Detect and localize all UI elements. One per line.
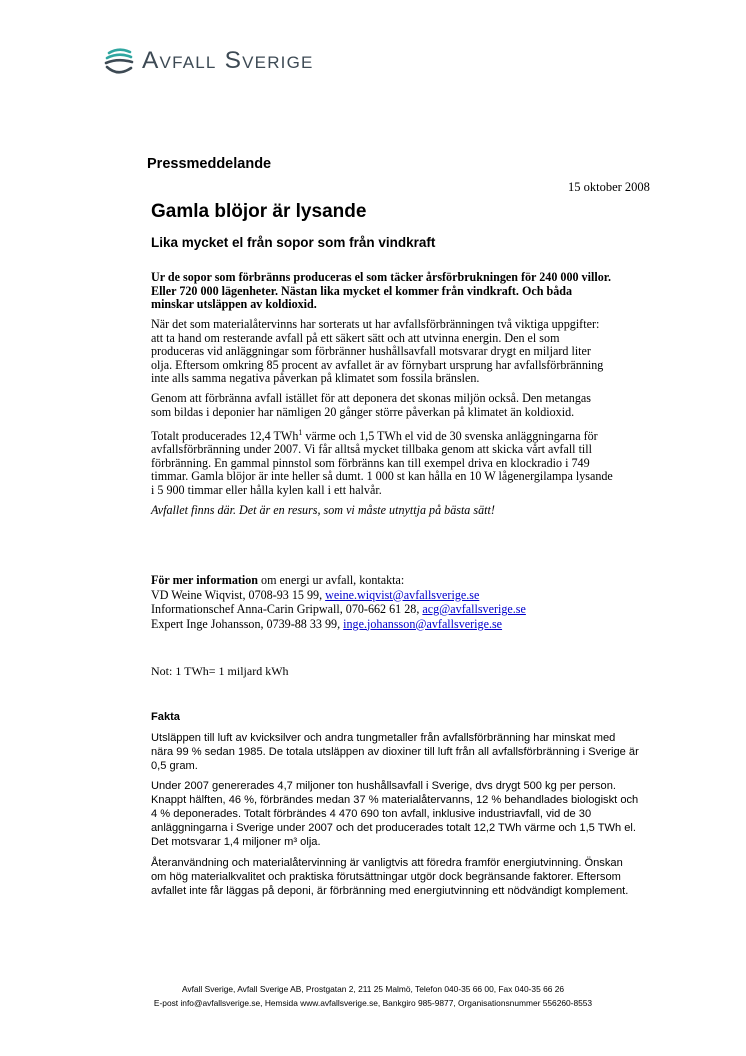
headline: Gamla blöjor är lysande (151, 201, 367, 222)
contact-person: Expert Inge Johansson, 0739-88 33 99, (151, 616, 344, 631)
lead-paragraph: Ur de sopor som förbränns produceras el som täcker årsförbrukningen för 240 000 villor. Eller 720 000 lägenheter. Nästan lika mycket el kommer från vindkraft. Och båda minskar utsläppen av koldioxid. (151, 270, 612, 311)
body-text: Totalt producerades 12,4 TWh (151, 428, 299, 443)
contact-line (151, 588, 621, 603)
contact-intro-bold: För mer information (151, 573, 259, 587)
facts-section (151, 710, 639, 904)
company-name: Avfall Sverige (142, 46, 314, 74)
contact-line (151, 617, 621, 632)
release-date: 15 oktober 2008 (568, 180, 650, 194)
facts-paragraph: Utsläppen till luft av kvicksilver och andra tungmetaller från avfallsförbränning har minskat med nära 99 % sedan 1985. De totala utsläppen av dioxiner till luft från all avfallsförbränning i Sverige är 0,5 gram. (151, 731, 639, 772)
contact-block (151, 573, 621, 631)
footer-address: Avfall Sverige, Avfall Sverige AB, Prostgatan 2, 211 25 Malmö, Telefon 040-35 66 00, Fax 040-35 66 26 (181, 984, 565, 994)
article-body (151, 271, 613, 524)
footnote: Not: 1 TWh= 1 miljard kWh (151, 664, 289, 678)
contact-person: VD Weine Wiqvist, 0708-93 15 99, (151, 587, 326, 602)
email-link[interactable]: acg@avfallsverige.se (422, 602, 526, 616)
page-footer (0, 983, 746, 1010)
facts-paragraph: Under 2007 genererades 4,7 miljoner ton hushållsavfall i Sverige, dvs drygt 500 kg per person. Knappt hälften, 46 %, förbrändes medan 37 % materialåtervanns, 12 % behandlades biologiskt och 4 % deponerades. Totalt förbrändes 4 470 690 ton avfall, inklusive industriavfall, vid de 30 anläggningarna i Sverige under 2007 och det producerades totalt 12,2 TWh värme och 1,5 TWh el. Det motsvarar 1,4 miljoner m³ olja. (151, 780, 639, 848)
contact-person: Informationschef Anna-Carin Gripwall, 070-662 61 28, (151, 602, 423, 616)
avfall-sverige-swoosh-icon (104, 46, 134, 76)
body-text: värme och 1,5 TWh el vid de 30 svenska anläggningarna för avfallsförbränning under 2007. Vi får alltså mycket tillbaka genom att skicka vårt avfall till förbränning. En gammal pinnstol som förbränns kan till exempel driva en klockradio i 749 timmar. Gamla blöjor är inte heller så dumt. 1 000 st kan hålla en 10 W lågenergilampa lysande i 5 900 timmar eller hålla kylen kall i ett halvår. (151, 428, 613, 497)
press-release-label: Pressmeddelande (147, 156, 272, 172)
facts-paragraph: Återanvändning och materialåtervinning är vanligtvis att föredra framför energiutvinning. Önskan om hög materialkvalitet och praktiska förutsättningar utgör dock begränsande faktorer. Eftersom avfallet inte får läggas på deponi, är förbränning med energiutvinning ett nödvändigt komplement. (151, 856, 629, 897)
subheadline: Lika mycket el från sopor som från vindkraft (151, 235, 436, 250)
closing-quote: Avfallet finns där. Det är en resurs, som vi måste utnyttja på bästa sätt! (151, 502, 495, 517)
email-link[interactable]: inge.johansson@avfallsverige.se (343, 616, 503, 631)
footnote-marker: 1 (298, 427, 303, 437)
company-logo (104, 44, 314, 78)
facts-title: Fakta (151, 711, 180, 723)
contact-intro-text: om energi ur avfall, kontakta: (258, 573, 405, 587)
body-paragraph: Genom att förbränna avfall istället för att deponera det skonas miljön också. Den metangas som bildas i deponier har nämligen 20 gånger större påverkan på klimatet än koldioxid. (151, 391, 591, 419)
body-paragraph (151, 426, 613, 498)
contact-intro (151, 573, 621, 588)
contact-line (151, 602, 621, 617)
email-link[interactable]: weine.wiqvist@avfallsverige.se (325, 587, 480, 602)
footer-contact: E-post info@avfallsverige.se, Hemsida www.avfallsverige.se, Bankgiro 985-9877, Organisationsnummer 556260-8553 (153, 997, 593, 1008)
body-paragraph: När det som materialåtervinns har sorterats ut har avfallsförbränningen två viktiga uppgifter: att ta hand om resterande avfall på ett säkert sätt och att utvinna energin. Den el som produceras vid anläggningar som förbränner hushållsavfall motsvarar drygt en miljard liter olja. Eftersom omkring 85 procent av avfallet är av förnybart ursprung har avfallsförbränning inte alls samma negativa påverkan på klimatet som fossila bränslen. (151, 317, 604, 385)
